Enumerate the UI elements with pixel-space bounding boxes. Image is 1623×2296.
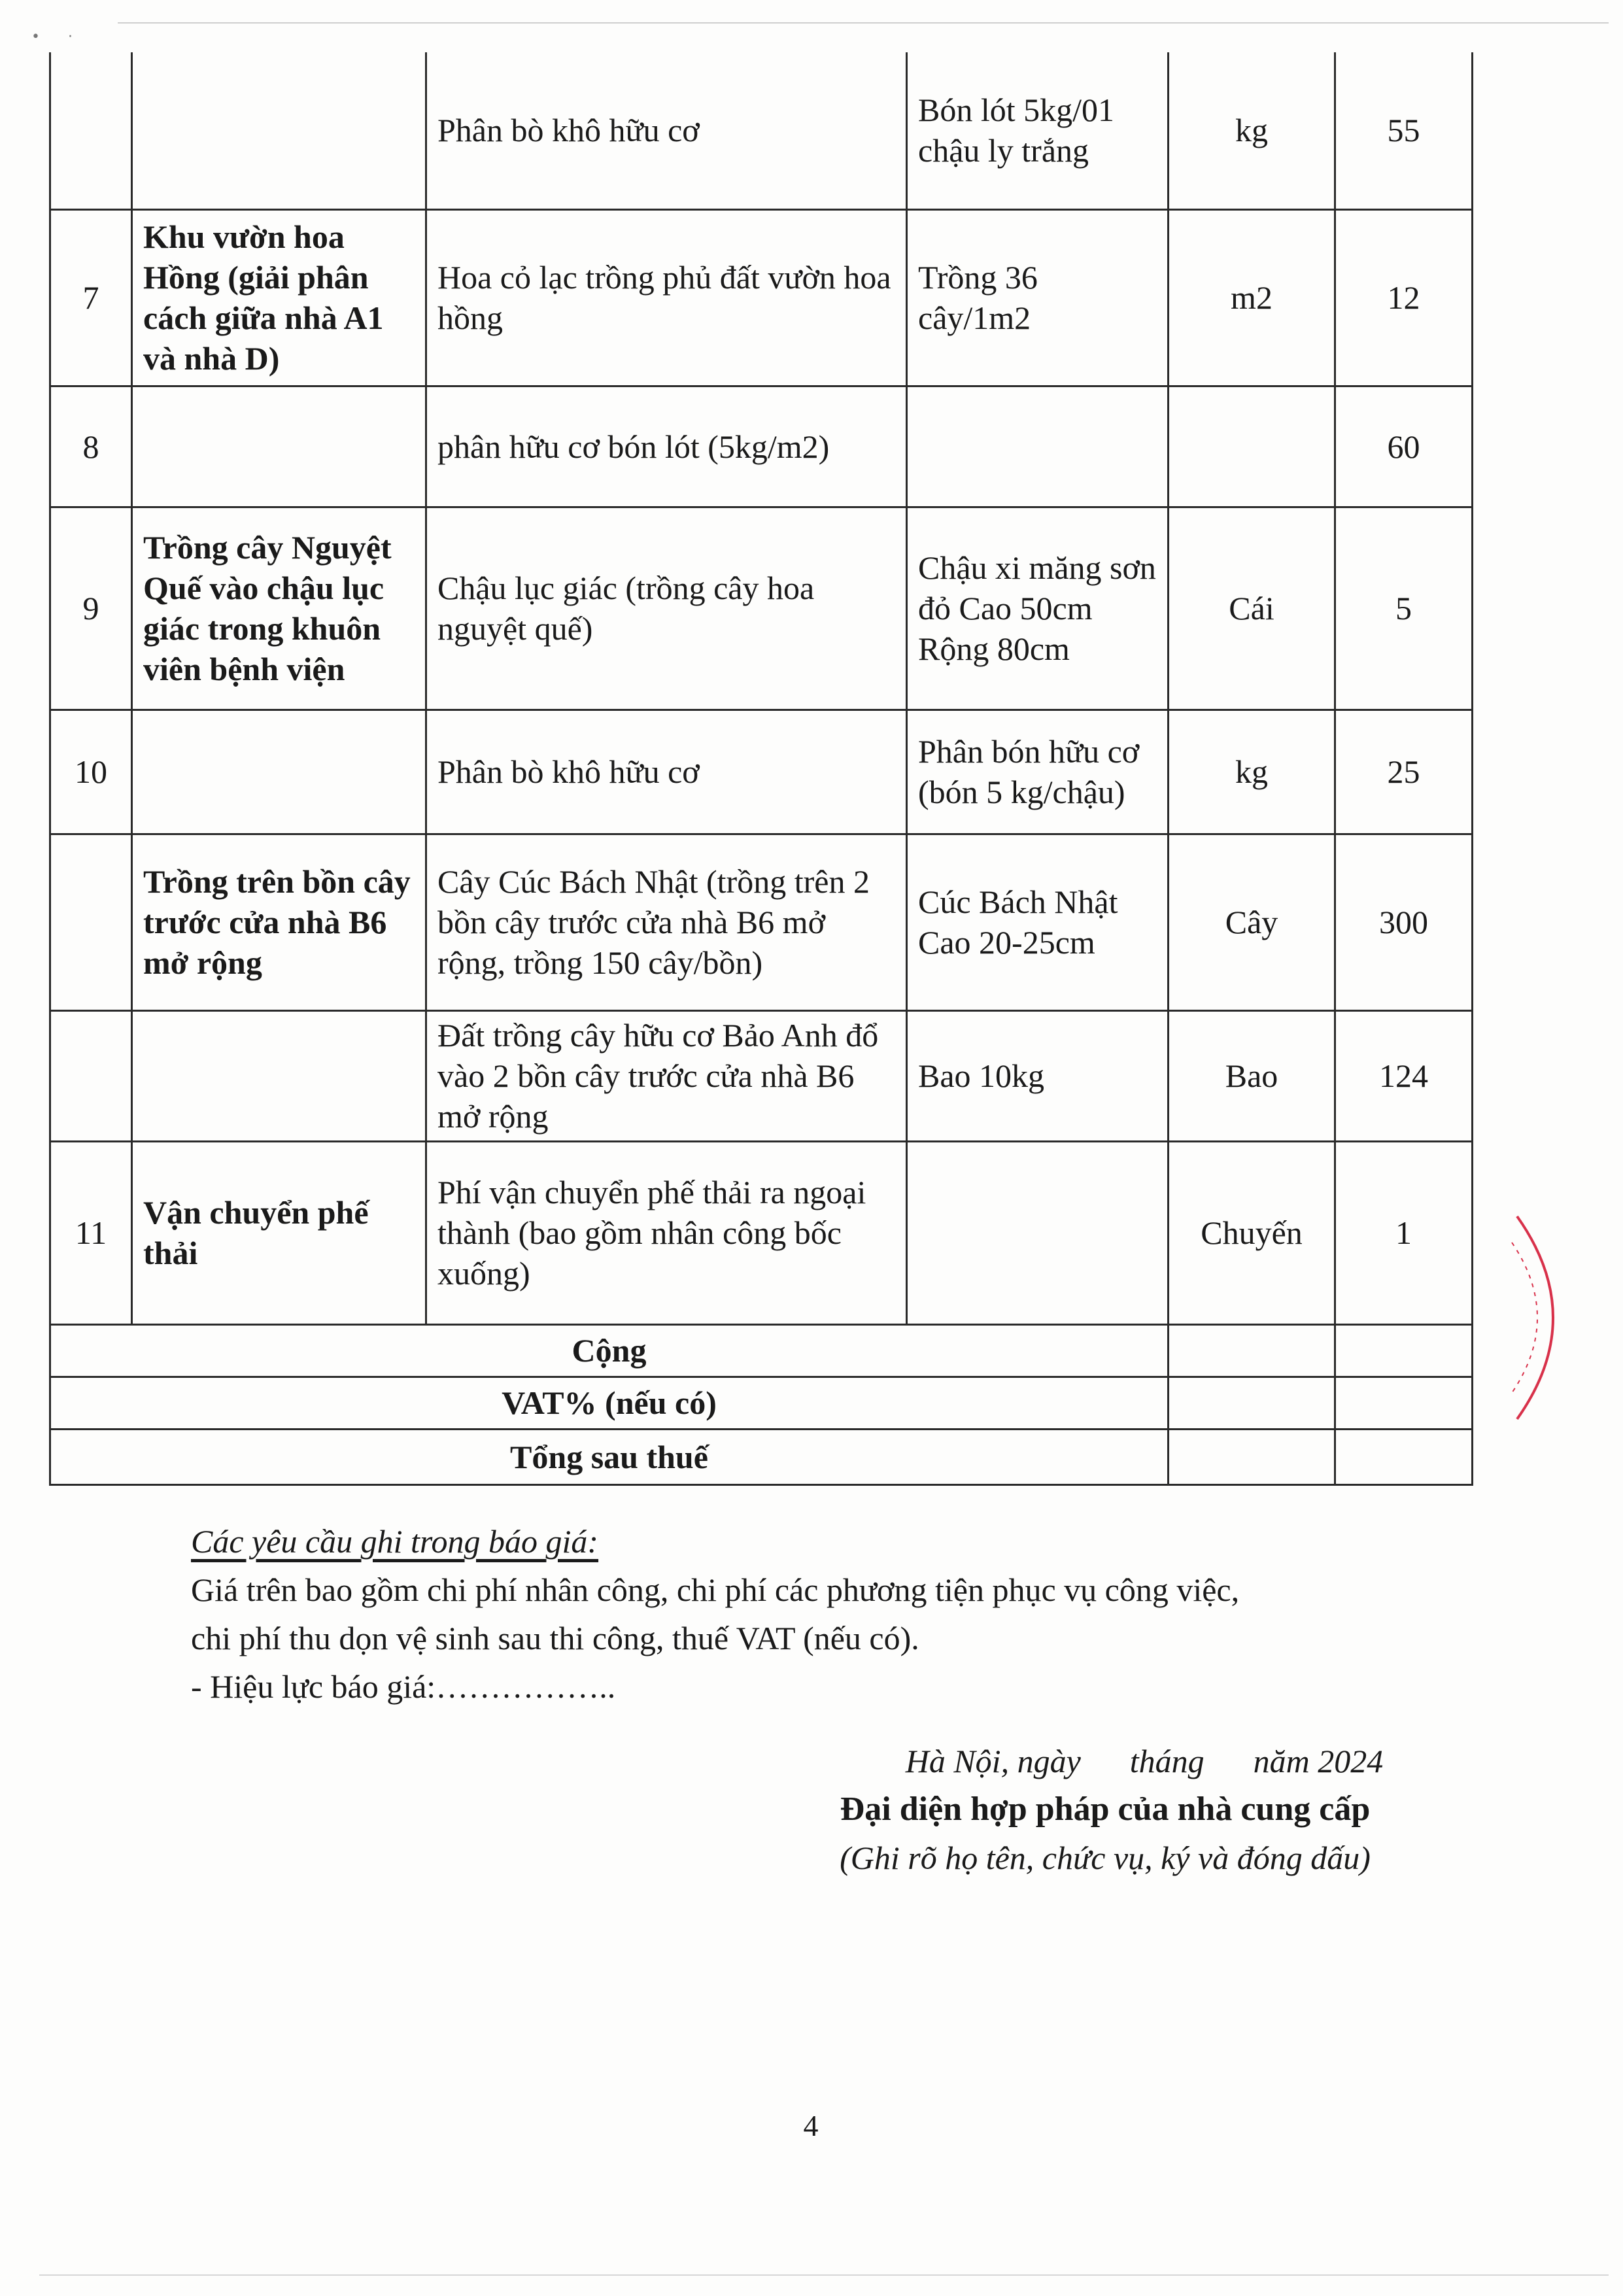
- summary-label: VAT% (nếu có): [50, 1377, 1169, 1429]
- cell-work-area: [132, 1010, 426, 1141]
- cell-row-number: 7: [50, 209, 132, 386]
- cell-quantity: 12: [1335, 209, 1473, 386]
- cell-quantity: 25: [1335, 710, 1473, 834]
- cell-row-number: [50, 1010, 132, 1141]
- quotation-table: [49, 52, 1473, 1486]
- summary-label: Tổng sau thuế: [50, 1429, 1169, 1484]
- summary-amount-cell: [1335, 1377, 1473, 1429]
- cell-quantity: 1: [1335, 1141, 1473, 1324]
- cell-work-area: [132, 386, 426, 507]
- summary-amount-cell: [1335, 1429, 1473, 1484]
- cell-specification: Trồng 36 cây/1m2: [907, 209, 1169, 386]
- cell-unit: Bao: [1169, 1010, 1335, 1141]
- cell-unit: Cây: [1169, 834, 1335, 1010]
- cell-work-item: Phân bò khô hữu cơ: [426, 710, 907, 834]
- cell-work-item: Phân bò khô hữu cơ: [426, 52, 907, 209]
- cell-unit: kg: [1169, 710, 1335, 834]
- cell-specification: Bón lót 5kg/01 chậu ly trắng: [907, 52, 1169, 209]
- cell-work-item: phân hữu cơ bón lót (5kg/m2): [426, 386, 907, 507]
- cell-row-number: 9: [50, 507, 132, 710]
- cell-specification: Chậu xi măng sơn đỏ Cao 50cm Rộng 80cm: [907, 507, 1169, 710]
- cell-quantity: 300: [1335, 834, 1473, 1010]
- partial-red-seal: [1504, 1203, 1582, 1432]
- signature-hint: (Ghi rõ họ tên, chức vụ, ký và đóng dấu): [840, 1840, 1371, 1876]
- cell-work-area: Trồng cây Nguyệt Quế vào chậu lục giác trong khuôn viên bệnh viện: [132, 507, 426, 710]
- cell-unit: m2: [1169, 209, 1335, 386]
- cell-work-area: [132, 710, 426, 834]
- cell-quantity: 124: [1335, 1010, 1473, 1141]
- summary-unit-cell: [1169, 1429, 1335, 1484]
- cell-specification: Cúc Bách Nhật Cao 20-25cm: [907, 834, 1169, 1010]
- summary-row: [50, 1377, 1473, 1429]
- quote-notes: [191, 1517, 1486, 1711]
- cell-work-item: Phí vận chuyển phế thải ra ngoại thành (bao gồm nhân công bốc xuống): [426, 1141, 907, 1324]
- cell-work-item: Hoa cỏ lạc trồng phủ đất vườn hoa hồng: [426, 209, 907, 386]
- summary-unit-cell: [1169, 1377, 1335, 1429]
- quotation-table-body: [50, 52, 1473, 1484]
- scan-edge-bottom: [39, 2274, 1609, 2276]
- cell-specification: [907, 1141, 1169, 1324]
- cell-row-number: 11: [50, 1141, 132, 1324]
- summary-label: Cộng: [50, 1324, 1169, 1377]
- table-row: [50, 507, 1473, 710]
- summary-unit-cell: [1169, 1324, 1335, 1377]
- scan-artifact-dots: • ·: [31, 29, 84, 45]
- table-row: [50, 834, 1473, 1010]
- cell-row-number: 8: [50, 386, 132, 507]
- cell-work-area: Vận chuyển phế thải: [132, 1141, 426, 1324]
- cell-work-area: Khu vườn hoa Hồng (giải phân cách giữa nhà A1 và nhà D): [132, 209, 426, 386]
- table-row: [50, 209, 1473, 386]
- cell-work-item: Chậu lục giác (trồng cây hoa nguyệt quế): [426, 507, 907, 710]
- summary-amount-cell: [1335, 1324, 1473, 1377]
- cell-work-item: Đất trồng cây hữu cơ Bảo Anh đổ vào 2 bồn cây trước cửa nhà B6 mở rộng: [426, 1010, 907, 1141]
- table-row: [50, 1010, 1473, 1141]
- cell-specification: Bao 10kg: [907, 1010, 1169, 1141]
- cell-quantity: 5: [1335, 507, 1473, 710]
- cell-work-area: Trồng trên bồn cây trước cửa nhà B6 mở rộng: [132, 834, 426, 1010]
- notes-line-1: Giá trên bao gồm chi phí nhân công, chi phí các phương tiện phục vụ công việc,: [191, 1571, 1240, 1608]
- notes-line-2: chi phí thu dọn vệ sinh sau thi công, thuế VAT (nếu có).: [191, 1620, 919, 1656]
- cell-quantity: 55: [1335, 52, 1473, 209]
- cell-row-number: [50, 52, 132, 209]
- notes-heading: Các yêu cầu ghi trong báo giá:: [191, 1523, 599, 1560]
- cell-unit: kg: [1169, 52, 1335, 209]
- table-row: [50, 1141, 1473, 1324]
- cell-specification: [907, 386, 1169, 507]
- cell-work-area: [132, 52, 426, 209]
- table-row: [50, 52, 1473, 209]
- cell-quantity: 60: [1335, 386, 1473, 507]
- signature-block: [759, 1737, 1452, 1882]
- cell-row-number: 10: [50, 710, 132, 834]
- cell-specification: Phân bón hữu cơ (bón 5 kg/chậu): [907, 710, 1169, 834]
- summary-row: [50, 1429, 1473, 1484]
- summary-row: [50, 1324, 1473, 1377]
- cell-unit: [1169, 386, 1335, 507]
- page-number: 4: [803, 2109, 819, 2142]
- signature-date: Hà Nội, ngày tháng năm 2024: [905, 1743, 1384, 1779]
- notes-validity: - Hiệu lực báo giá:……………..: [191, 1668, 616, 1705]
- cell-unit: Cái: [1169, 507, 1335, 710]
- table-row: [50, 386, 1473, 507]
- cell-row-number: [50, 834, 132, 1010]
- signature-title: Đại diện hợp pháp của nhà cung cấp: [840, 1791, 1371, 1828]
- table-row: [50, 710, 1473, 834]
- cell-unit: Chuyến: [1169, 1141, 1335, 1324]
- cell-work-item: Cây Cúc Bách Nhật (trồng trên 2 bồn cây trước cửa nhà B6 mở rộng, trồng 150 cây/bồn): [426, 834, 907, 1010]
- scan-edge-top: [118, 22, 1609, 24]
